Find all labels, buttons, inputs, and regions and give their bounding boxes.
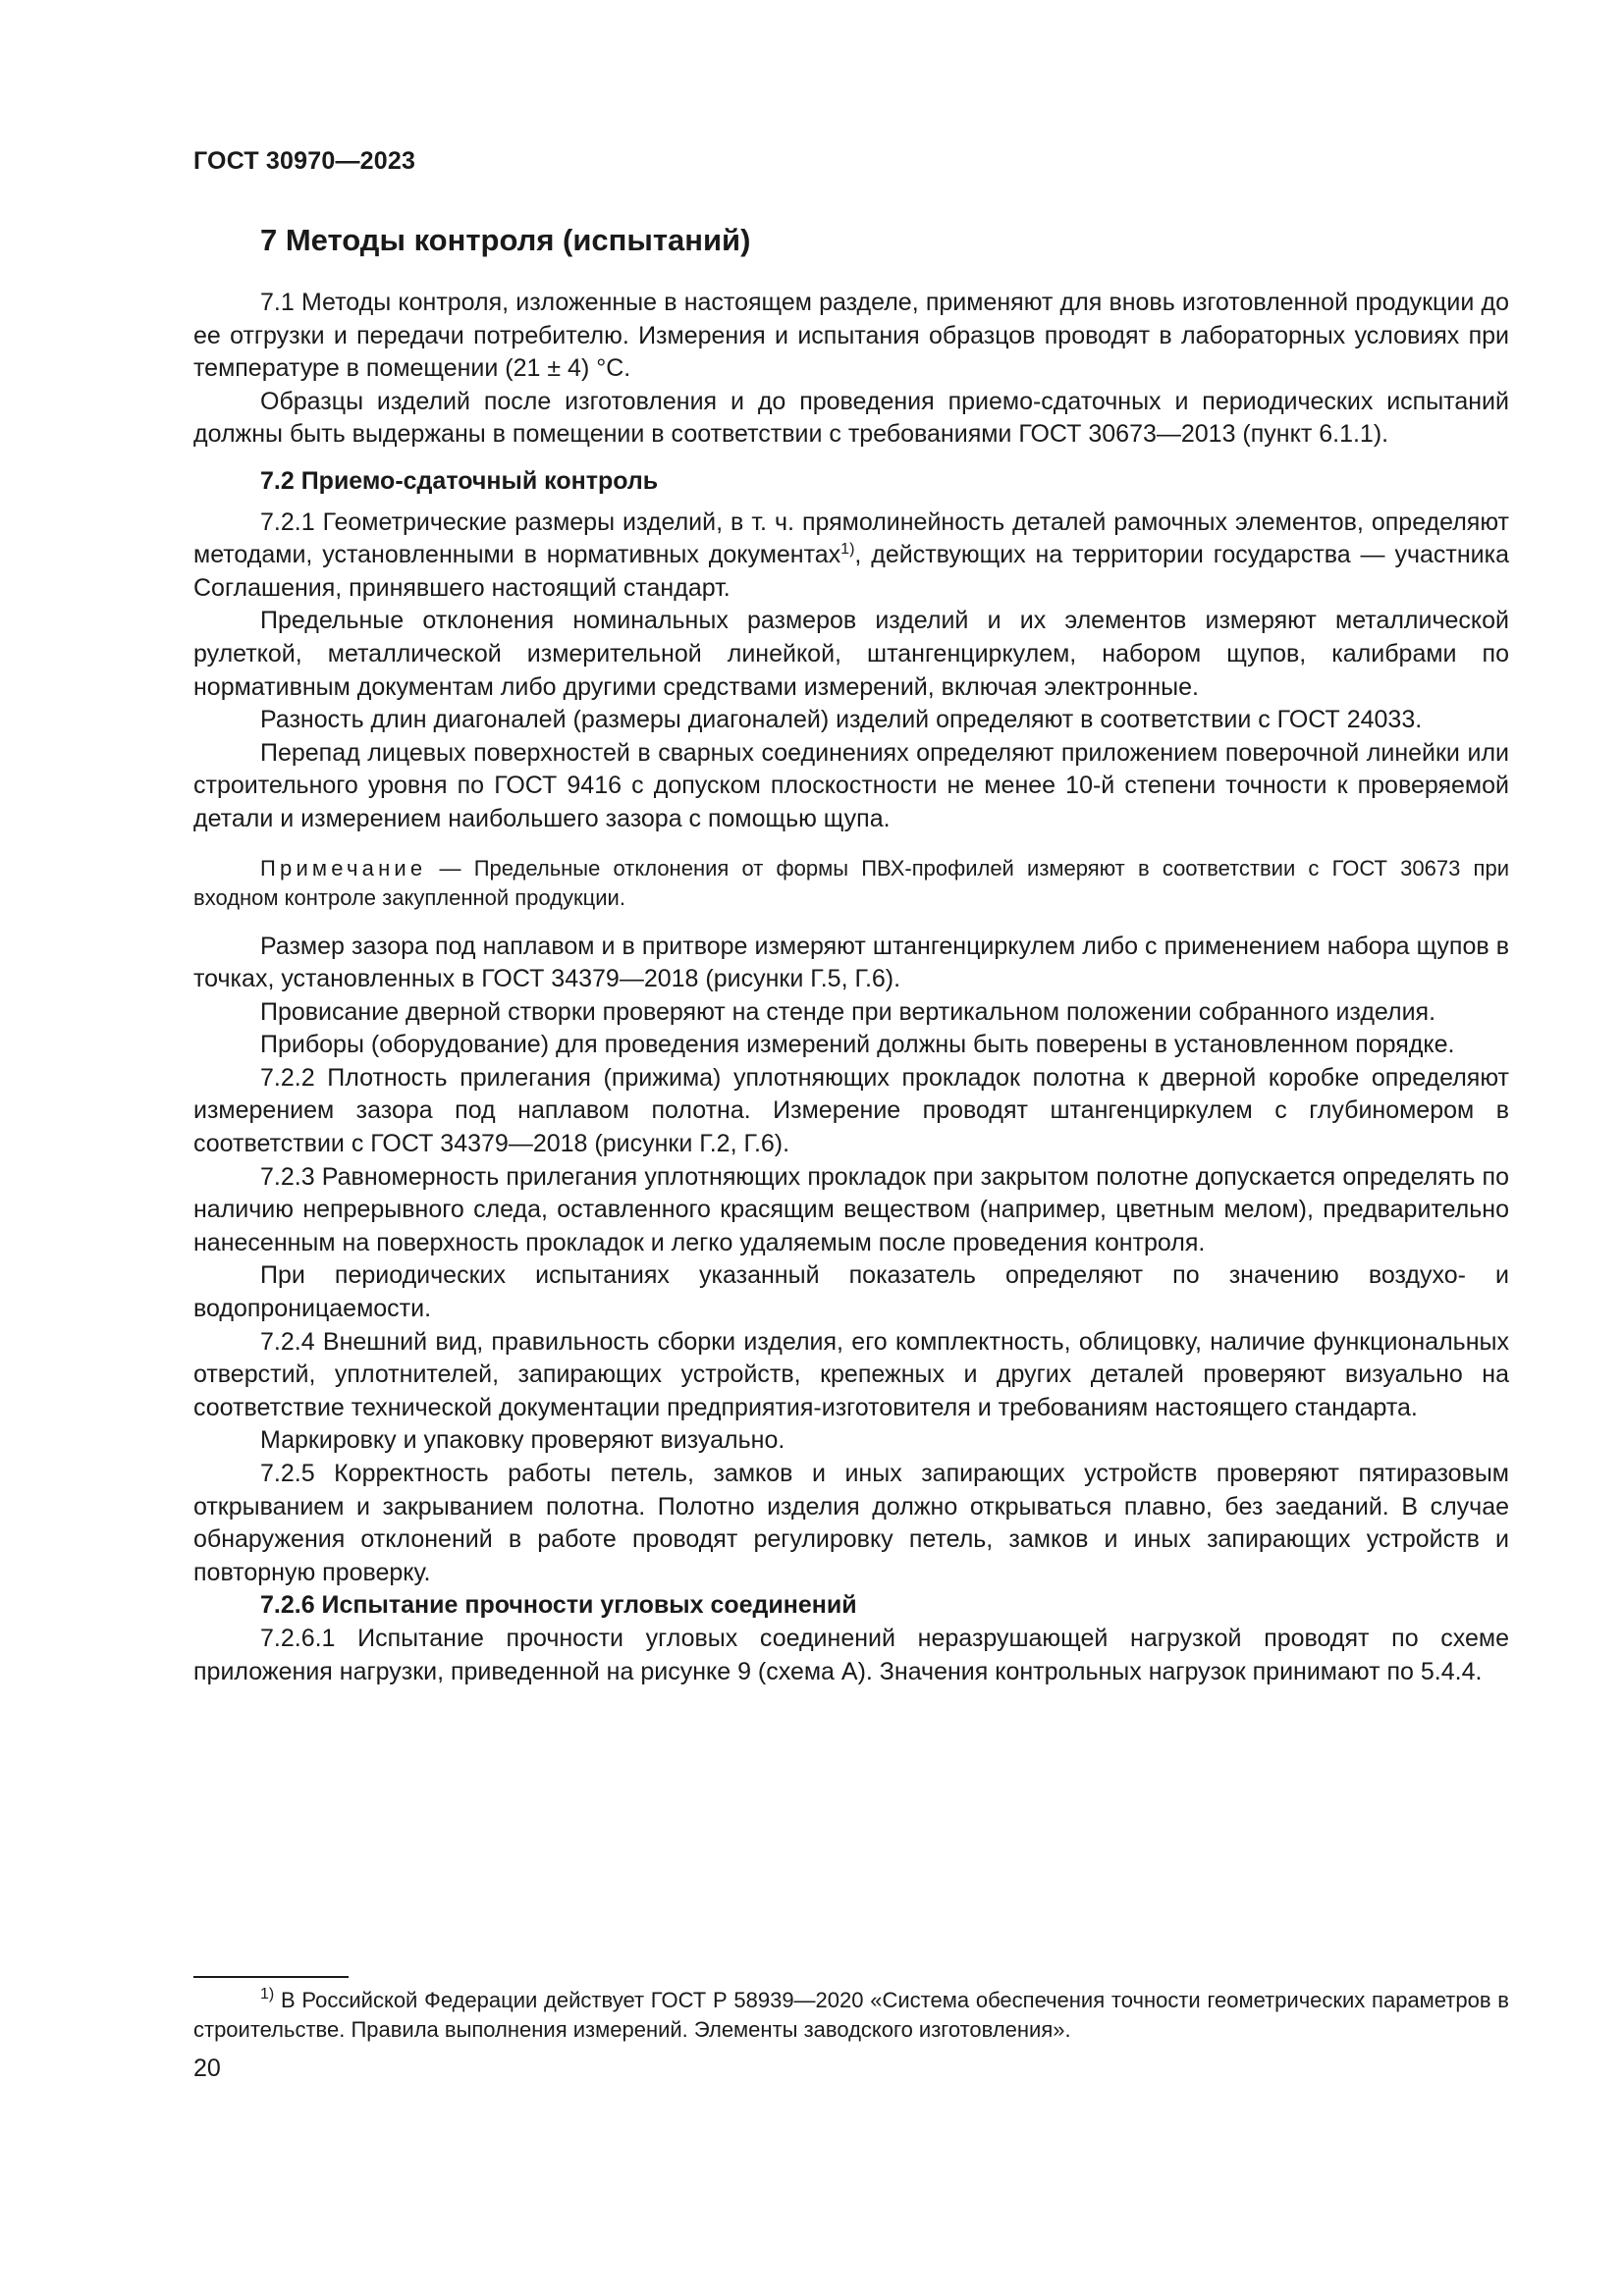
note-label: Примечание — [260, 855, 427, 881]
paragraph: 7.2.6.1 Испытание прочности угловых соединений неразрушающей нагрузкой проводят по схеме приложения нагрузки, приведенной на рисунке 9 (схема А). Значения контрольных нагрузок принимают по 5.4.4. — [193, 1624, 1509, 1685]
paragraph: При периодических испытаниях указанный показатель определяют по значению воздухо- и водопроницаемости. — [193, 1261, 1509, 1323]
footnote-divider — [193, 1976, 349, 1978]
footnote-text: В Российской Федерации действует ГОСТ Р 58939—2020 «Система обеспечения точности геометрических параметров в строительстве. Правила выполнения измерений. Элементы заводского изготовления». — [193, 1988, 1509, 2042]
page-number: 20 — [193, 2055, 221, 2082]
paragraph: 7.2.5 Корректность работы петель, замков и иных запирающих устройств проверяют пятиразовым открыванием и закрыванием полотна. Полотно изделия должно открываться плавно, без заеданий. В случае обнаружения отклонений в работе проводят регулировку петель, замков и иных запирающих устройств и повторную проверку. — [193, 1460, 1509, 1586]
note-text: — Предельные отклонения от формы ПВХ-профилей измеряют в соответствии с ГОСТ 30673 при входном контроле закупленной продукции. — [193, 855, 1509, 910]
paragraph: 7.1 Методы контроля, изложенные в настоящем разделе, применяют для вновь изготовленной продукции до ее отгрузки и передачи потребителю. Измерения и испытания образцов проводят в лабораторных условиях при температуре в помещении (21 ± 4) °С. — [193, 289, 1509, 383]
paragraph: 7.2.2 Плотность прилегания (прижима) уплотняющих прокладок полотна к дверной коробке определяют измерением зазора под наплавом полотна. Измерение проводят штангенциркулем с глубиномером в соответствии с ГОСТ 34379—2018 (рисунки Г.2, Г.6). — [193, 1063, 1509, 1158]
footnote-reference: 1) — [840, 541, 855, 559]
paragraph: Маркировку и упаковку проверяют визуально. — [260, 1426, 785, 1455]
paragraph-text: , действующих на территории государства — участника Соглашения, принявшего настоящий стандарт. — [193, 541, 1509, 602]
paragraph: Разность длин диагоналей (размеры диагоналей) изделий определяют в соответствии с ГОСТ 24033. — [260, 706, 1423, 734]
paragraph: 7.2.3 Равномерность прилегания уплотняющих прокладок при закрытом полотне допускается определять по наличию непрерывного следа, оставленного красящим веществом (например, цветным мелом), предварительно нанесенным на поверхность прокладок и легко удаляемым после проведения контроля. — [193, 1162, 1509, 1256]
section-title: 7 Методы контроля (испытаний) — [260, 223, 751, 257]
footnote — [193, 1986, 1509, 2045]
paragraph-7-2-1 — [193, 507, 1509, 606]
paragraph-text: 7.2.1 Геометрические размеры изделий, в т. ч. прямолинейность деталей рамочных элементов, определяют методами, установленными в нормативных документах — [193, 507, 1509, 569]
paragraph: Перепад лицевых поверхностей в сварных соединениях определяют приложением поверочной линейки или строительного уровня по ГОСТ 9416 с допуском плоскостности не менее 10-й степени точности к проверяемой детали и измерением наибольшего зазора с помощью щупа. — [193, 738, 1509, 832]
note — [193, 854, 1509, 913]
paragraph: Приборы (оборудование) для проведения измерений должны быть поверены в установленном порядке. — [260, 1031, 1455, 1059]
paragraph: Провисание дверной створки проверяют на стенде при вертикальном положении собранного изделия. — [260, 997, 1436, 1026]
page-content — [193, 221, 1509, 1688]
footnote-marker: 1) — [260, 1986, 275, 2002]
paragraph: 7.2.4 Внешний вид, правильность сборки изделия, его комплектность, облицовку, наличие функциональных отверстий, уплотнителей, запирающих устройств, крепежных и других деталей проверяют визуально на соответствие технической документации предприятия-изготовителя и требованиям настоящего стандарта. — [193, 1327, 1509, 1421]
subsection-title: 7.2 Приемо-сдаточный контроль — [260, 466, 659, 495]
paragraph: Предельные отклонения номинальных размеров изделий и их элементов измеряют металлической рулеткой, металлической измерительной линейкой, штангенциркулем, набором щупов, калибрами по нормативным документам либо другими средствами измерений, включая электронные. — [193, 607, 1509, 701]
paragraph: Размер зазора под наплавом и в притворе измеряют штангенциркулем либо с применением набора щупов в точках, установленных в ГОСТ 34379—2018 (рисунки Г.5, Г.6). — [193, 932, 1509, 993]
paragraph: Образцы изделий после изготовления и до проведения приемо-сдаточных и периодических испытаний должны быть выдержаны в помещении в соответствии с требованиями ГОСТ 30673—2013 (пункт 6.1.1). — [193, 387, 1509, 449]
subsection-title: 7.2.6 Испытание прочности угловых соединений — [260, 1591, 857, 1620]
document-code-header: ГОСТ 30970—2023 — [193, 147, 416, 175]
